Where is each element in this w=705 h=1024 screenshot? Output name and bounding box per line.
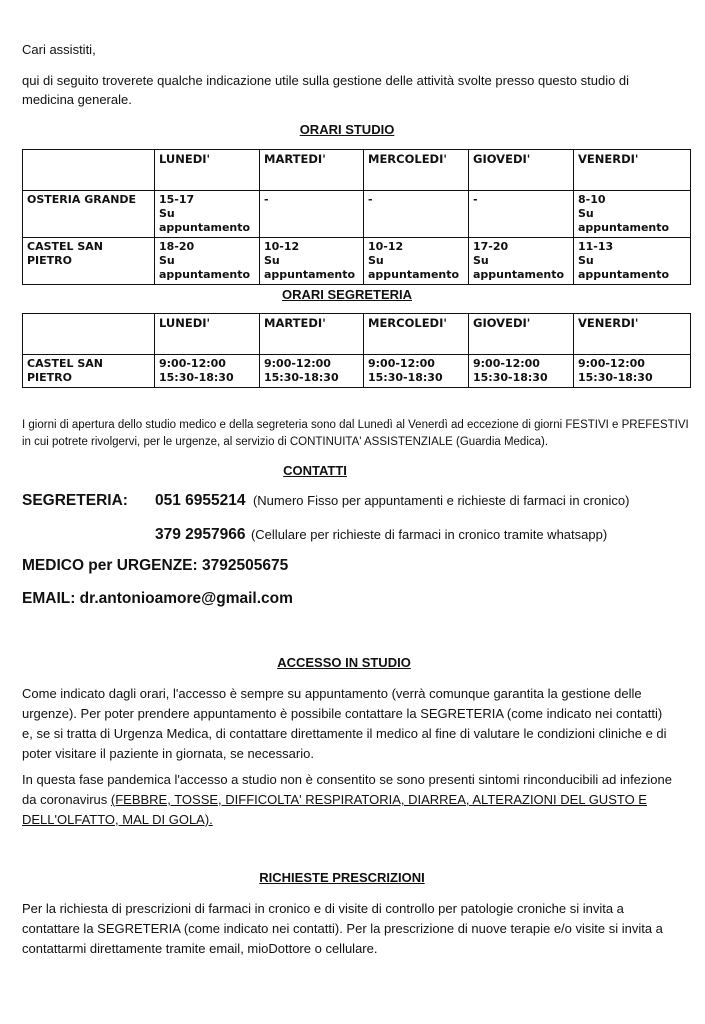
- table-row: [23, 191, 691, 238]
- note-value: 15:30-18:30: [473, 371, 548, 384]
- day-header: MARTEDI': [260, 314, 364, 355]
- phone-fixed: 051 6955214: [155, 492, 246, 509]
- time-value: -: [473, 193, 478, 206]
- apertura-note: I giorni di apertura dello studio medico e della segreteria sono dal Lunedì al Venerdì ad eccezione di giorni FESTIVI e PREFESTIVI in cui potrete rivolgervi, per le urgenze, al servizio di CONTINUITA' ASSISTENZIALE (Guardia Medica).: [22, 419, 689, 448]
- note-value: 15:30-18:30: [159, 371, 234, 384]
- prescrizioni-paragraph: Per la richiesta di prescrizioni di farmaci in cronico e di visite di controllo per patologie croniche si invita a contattare la SEGRETERIA (come indicato nei contatti). Per la prescrizione di nuove terapie e/o visite si invita a contattarmi direttamente tramite email, mioDottore o cellulare.: [22, 901, 663, 956]
- schedule-cell: [260, 238, 364, 285]
- day-header: MARTEDI': [260, 150, 364, 191]
- time-value: 10-12: [368, 240, 404, 253]
- day-header: LUNEDI': [155, 314, 260, 355]
- table-corner-cell: [23, 150, 155, 191]
- day-header: GIOVEDI': [469, 314, 574, 355]
- greeting: Cari assistiti,: [22, 42, 96, 57]
- accesso-paragraph-1: Come indicato dagli orari, l'accesso è sempre su appuntamento (verrà comunque garantita la gestione delle urgenze). Per poter prendere appuntamento è possibile contattare la SEGRETERIA (come indicato nei contatti) e, se si tratta di Urgenza Medica, di contattare direttamente il medico al fine di valutare le condizioni cliniche e di poter visitare il paziente in giornata, se necessario.: [22, 686, 667, 761]
- email-contact: EMAIL: dr.antonioamore@gmail.com: [22, 590, 293, 607]
- table-row: [23, 355, 691, 388]
- time-value: 9:00-12:00: [159, 357, 226, 370]
- note-value: 15:30-18:30: [264, 371, 339, 384]
- schedule-cell: [574, 191, 691, 238]
- location-cell: CASTEL SAN PIETRO: [23, 238, 155, 285]
- phone-mobile-note: (Cellulare per richieste di farmaci in cronico tramite whatsapp): [250, 527, 608, 542]
- time-value: 17-20: [473, 240, 509, 253]
- table-row: [23, 238, 691, 285]
- schedule-cell: [469, 355, 574, 388]
- note-value: Su appuntamento: [159, 207, 251, 234]
- location-cell: OSTERIA GRANDE: [23, 191, 155, 238]
- schedule-cell: [574, 238, 691, 285]
- time-value: -: [264, 193, 269, 206]
- time-value: 18-20: [159, 240, 195, 253]
- schedule-cell: [260, 355, 364, 388]
- schedule-cell: [155, 238, 260, 285]
- day-header: MERCOLEDI': [364, 150, 469, 191]
- orari-studio-heading: ORARI STUDIO: [299, 122, 395, 137]
- day-header: MERCOLEDI': [364, 314, 469, 355]
- schedule-cell: [574, 355, 691, 388]
- intro-paragraph: qui di seguito troverete qualche indicazione utile sulla gestione delle attività svolte presso questo studio di medicina generale.: [22, 73, 630, 107]
- prescrizioni-heading: RICHIESTE PRESCRIZIONI: [259, 870, 425, 885]
- note-value: Su appuntamento: [578, 254, 670, 281]
- day-header: VENERDI': [574, 314, 691, 355]
- time-value: 9:00-12:00: [264, 357, 331, 370]
- schedule-cell: [155, 355, 260, 388]
- time-value: 8-10: [578, 193, 606, 206]
- time-value: 10-12: [264, 240, 300, 253]
- schedule-cell: [364, 355, 469, 388]
- schedule-cell: [364, 238, 469, 285]
- contatti-heading: CONTATTI: [283, 463, 347, 478]
- time-value: 9:00-12:00: [473, 357, 540, 370]
- time-value: 9:00-12:00: [368, 357, 435, 370]
- time-value: -: [368, 193, 373, 206]
- time-value: 15-17: [159, 193, 195, 206]
- note-value: 15:30-18:30: [578, 371, 653, 384]
- table-corner-cell: [23, 314, 155, 355]
- phone-line-2: [155, 526, 607, 544]
- time-value: 11-13: [578, 240, 614, 253]
- schedule-cell: [155, 191, 260, 238]
- segreteria-label: SEGRETERIA:: [22, 492, 128, 509]
- schedule-cell: [364, 191, 469, 238]
- note-value: Su appuntamento: [578, 207, 670, 234]
- accesso-paragraph-2-text: In questa fase pandemica l'accesso a studio non è consentito se sono presenti sintomi rinconducibili ad infezione da coronavirus: [22, 772, 672, 807]
- phone-mobile: 379 2957966: [155, 526, 246, 543]
- phone-line-1: [155, 492, 629, 510]
- schedule-cell: [469, 191, 574, 238]
- schedule-cell: [260, 191, 364, 238]
- note-value: Su appuntamento: [159, 254, 251, 281]
- location-cell: CASTEL SAN PIETRO: [23, 355, 155, 388]
- accesso-paragraph-2: [22, 770, 680, 830]
- day-header: VENERDI': [574, 150, 691, 191]
- urgenze-contact: MEDICO per URGENZE: 3792505675: [22, 557, 289, 574]
- schedule-cell: [469, 238, 574, 285]
- accesso-heading: ACCESSO IN STUDIO: [277, 655, 411, 670]
- time-value: 9:00-12:00: [578, 357, 645, 370]
- note-value: Su appuntamento: [368, 254, 460, 281]
- table-header-row: [23, 314, 691, 355]
- orari-segreteria-table: [22, 313, 691, 388]
- note-value: Su appuntamento: [264, 254, 356, 281]
- note-value: Su appuntamento: [473, 254, 565, 281]
- table-header-row: [23, 150, 691, 191]
- orari-segreteria-heading: ORARI SEGRETERIA: [281, 287, 412, 302]
- note-value: 15:30-18:30: [368, 371, 443, 384]
- symptoms-list: (FEBBRE, TOSSE, DIFFICOLTA' RESPIRATORIA, DIARREA, ALTERAZIONI DEL GUSTO E DELL'OLFATTO, MAL DI GOLA).: [22, 792, 647, 827]
- phone-fixed-note: (Numero Fisso per appuntamenti e richieste di farmaci in cronico): [252, 493, 630, 508]
- day-header: LUNEDI': [155, 150, 260, 191]
- day-header: GIOVEDI': [469, 150, 574, 191]
- orari-studio-table: [22, 149, 691, 285]
